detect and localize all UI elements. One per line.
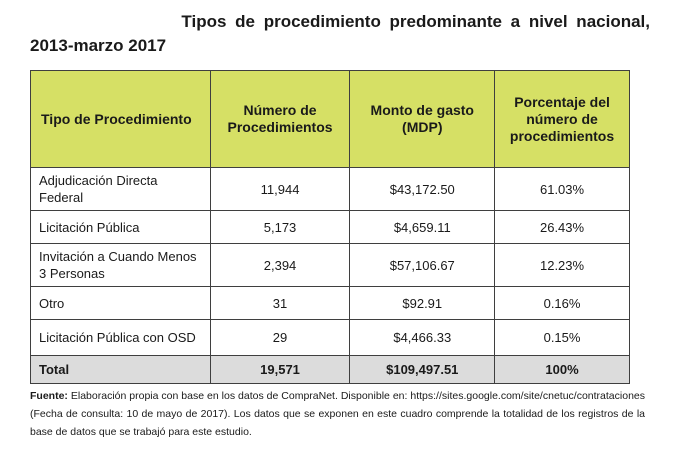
total-monto: $109,497.51 bbox=[350, 356, 495, 384]
total-numero: 19,571 bbox=[210, 356, 350, 384]
cell-numero: 31 bbox=[210, 287, 350, 320]
cell-tipo: Invitación a Cuando Menos 3 Personas bbox=[31, 244, 211, 287]
source-label: Fuente: bbox=[30, 390, 68, 402]
table-row bbox=[31, 320, 630, 356]
table-row bbox=[31, 211, 630, 244]
title-line-2: 2013-marzo 2017 bbox=[30, 36, 167, 55]
cell-monto: $4,659.11 bbox=[350, 211, 495, 244]
cell-porcentaje: 61.03% bbox=[495, 168, 630, 211]
cell-porcentaje: 0.15% bbox=[495, 320, 630, 356]
cell-tipo: Adjudicación Directa Federal bbox=[31, 168, 211, 211]
source-note bbox=[30, 387, 645, 441]
cell-numero: 2,394 bbox=[210, 244, 350, 287]
cell-porcentaje: 12.23% bbox=[495, 244, 630, 287]
total-row bbox=[31, 356, 630, 384]
cell-monto: $57,106.67 bbox=[350, 244, 495, 287]
procedures-table bbox=[30, 70, 630, 384]
table-row bbox=[31, 287, 630, 320]
cell-monto: $4,466.33 bbox=[350, 320, 495, 356]
cell-monto: $92.91 bbox=[350, 287, 495, 320]
cell-tipo: Otro bbox=[31, 287, 211, 320]
cell-tipo: Licitación Pública con OSD bbox=[31, 320, 211, 356]
cell-monto: $43,172.50 bbox=[350, 168, 495, 211]
header-tipo: Tipo de Procedimiento bbox=[31, 71, 211, 168]
table-header-row bbox=[31, 71, 630, 168]
header-porcentaje: Porcentaje del número de procedimientos bbox=[495, 71, 630, 168]
header-numero: Número de Procedimientos bbox=[210, 71, 350, 168]
total-porcentaje: 100% bbox=[495, 356, 630, 384]
table-title bbox=[30, 10, 650, 58]
cell-numero: 5,173 bbox=[210, 211, 350, 244]
title-line-1: Tipos de procedimiento predominante a nivel nacional, bbox=[181, 12, 650, 31]
cell-porcentaje: 26.43% bbox=[495, 211, 630, 244]
cell-numero: 11,944 bbox=[210, 168, 350, 211]
table-row bbox=[31, 244, 630, 287]
table-row bbox=[31, 168, 630, 211]
cell-porcentaje: 0.16% bbox=[495, 287, 630, 320]
cell-numero: 29 bbox=[210, 320, 350, 356]
header-monto: Monto de gasto (MDP) bbox=[350, 71, 495, 168]
source-text: Elaboración propia con base en los datos de CompraNet. Disponible en: https://sites.google.com/site/cnetuc/contrataciones (Fecha de consulta: 10 de mayo de 2017). Los datos que se exponen en este cuadro comprende la totalidad de los registros de la base de datos que se trabajó para este estudio. bbox=[30, 390, 645, 438]
total-label: Total bbox=[31, 356, 211, 384]
cell-tipo: Licitación Pública bbox=[31, 211, 211, 244]
